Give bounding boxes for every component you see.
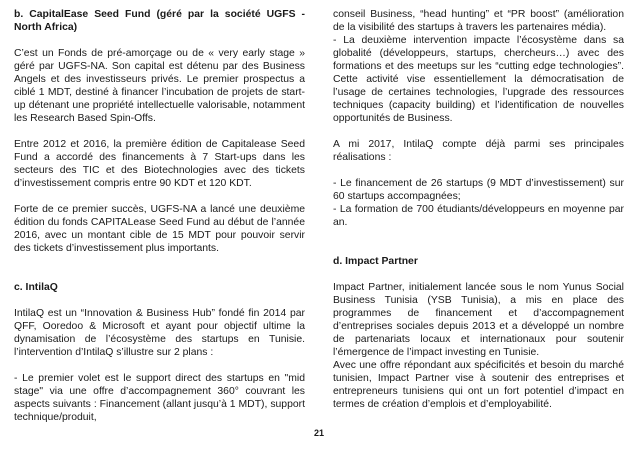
spacer — [333, 229, 624, 255]
paragraph-intilaq-first-volet: - Le premier volet est le support direct des startups en "mid stage" via une offre d’accompagnement 360° couvrant les aspects suivants : Financement (allant jusqu’à 1 MDT), support technique/produit, — [14, 373, 305, 423]
paragraph-capitalease-second-edition: Forte de ce premier succès, UGFS-NA a lancé une deuxième édition du fonds CAPITALease Seed Fund au début de l’année 2016, avec un montant cible de 15 MDT pour pouvoir servir des tickets d’investissement plus importants. — [14, 204, 305, 254]
paragraph-capitalease-first-edition: Entre 2012 et 2016, la première édition de Capitalease Seed Fund a accordé des financements à 7 Start-ups dans les secteurs des TIC et des Biotechnologies avec des tickets d’investissement compris entre 90 KDT et 120 KDT. — [14, 139, 305, 189]
section-heading-impact-partner: d. Impact Partner — [333, 256, 418, 267]
section-heading-intilaq: c. IntilaQ — [14, 282, 58, 293]
achievement-item-financing: - Le financement de 26 startups (9 MDT d’investissement) sur 60 startups accompagnées; — [333, 178, 624, 202]
paragraph-intilaq-achievements-intro: A mi 2017, IntilaQ compte déjà parmi ses principales réalisations : — [333, 139, 624, 163]
page-number: 21 — [313, 428, 324, 438]
spacer — [14, 268, 305, 281]
paragraph-capitalease-intro: C’est un Fonds de pré-amorçage ou de « very early stage » géré par UGFS-NA. Son capital est détenu par des Business Angels et des investisseurs privés. Le premier prospectus a ciblé 1 MDT, destiné à financer l’incubation de projets de start-up détenant une propriété intellectuelle valorisable, notamment les Research Based Spin-Offs. — [14, 48, 305, 124]
paragraph-intilaq-intro: IntilaQ est un “Innovation & Business Hub” fondé fin 2014 par QFF, Ooredoo & Microsoft et ayant pour objectif ultime la dynamisation de l’écosystème des startups en Tunisie. l’intervention d’IntilaQ s’illustre sur 2 plans : — [14, 308, 305, 358]
section-heading-capitalease: b. CapitalEase Seed Fund (géré par la société UGFS - North Africa) — [14, 9, 305, 33]
right-column — [333, 8, 624, 411]
left-column — [14, 8, 305, 424]
achievement-item-training: - La formation de 700 étudiants/développeurs en moyenne par an. — [333, 204, 624, 228]
paragraph-impact-partner-intro: Impact Partner, initialement lancée sous le nom Yunus Social Business Tunisia (YSB Tunisia), a mis en place des programmes de financement et d’accompagnement d’entreprises sociales depuis 2013 et a développé un nombre de partenariats locaux et internationaux pour soutenir l’émergence de l’impact investing en Tunisie. — [333, 282, 624, 358]
paragraph-intilaq-continued: conseil Business, “head hunting” et “PR boost” (amélioration de la visibilité des startups à travers les partenaires média). — [333, 9, 624, 33]
paragraph-impact-partner-offer: Avec une offre répondant aux spécificités et besoin du marché tunisien, Impact Partner vise à soutenir des entreprises et entrepreneurs tunisiens qui ont un fort potentiel d’impact en termes de création d’emplois et d’employabilité. — [333, 360, 624, 410]
paragraph-intilaq-second-volet: - La deuxième intervention impacte l’écosystème dans sa globalité (développeurs, startups, chercheurs…) avec des formations et des meetups sur les “cutting edge technologies”. Cette activité vise essentiellement la démocratisation de l’usage de certaines technologies, l’upgrade des ressources techniques (capacity building) et l’identification de nouvelles opportunités de Business. — [333, 35, 624, 124]
